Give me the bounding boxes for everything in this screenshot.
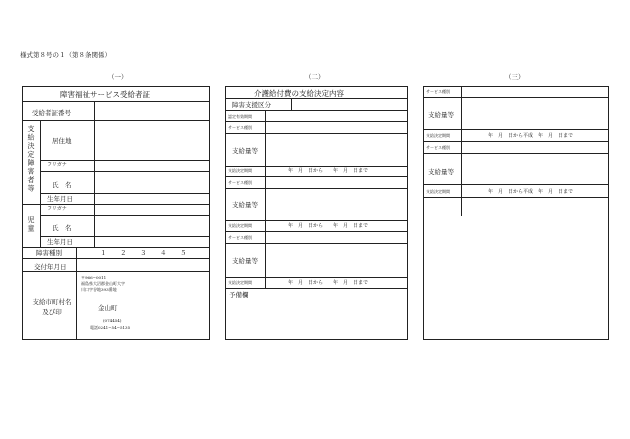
benefit-title: 介護給付費の支給決定内容 bbox=[254, 89, 344, 98]
amount-label-1: 支給量等 bbox=[232, 147, 258, 155]
child-birthdate-label: 生年月日 bbox=[47, 238, 73, 246]
disability-type-2: ２ bbox=[120, 249, 127, 257]
decision-period-label-3: 支給決定期間 bbox=[228, 280, 252, 285]
panel-label-1: （一） bbox=[108, 73, 128, 81]
decision-period-text-3: 年 月 日から 年 月 日まで bbox=[288, 280, 369, 286]
panel-label-2: （二） bbox=[305, 73, 325, 81]
certificate-title: 障害福祉サービス受給者証 bbox=[60, 90, 150, 99]
disability-type-1: １ bbox=[100, 249, 107, 257]
p3-amount-label-1: 支給量等 bbox=[428, 111, 454, 119]
service-type-label-2: サービス種別 bbox=[228, 180, 252, 185]
p3-service-type-label-2: サービス種別 bbox=[426, 145, 450, 150]
municipality-label: 支給市町村名及び印 bbox=[32, 298, 72, 316]
child-furigana-label: フリガナ bbox=[47, 206, 67, 212]
reserve-label: 予備欄 bbox=[229, 291, 249, 299]
address-label: 居住地 bbox=[52, 137, 72, 145]
support-level-label: 障害支援区分 bbox=[232, 101, 271, 109]
issuer-name: 金山町 bbox=[98, 304, 118, 312]
decision-period-text-1: 年 月 日から 年 月 日まで bbox=[288, 168, 369, 174]
disability-type-3: ３ bbox=[140, 249, 147, 257]
service-type-label-3: サービス種別 bbox=[228, 235, 252, 240]
amount-label-2: 支給量等 bbox=[232, 201, 258, 209]
applicant-name-label: 氏 名 bbox=[52, 181, 72, 189]
disability-type-5: ５ bbox=[180, 249, 187, 257]
panel-label-3: （三） bbox=[505, 73, 525, 81]
p3-decision-period-label-1: 支給決定期間 bbox=[426, 133, 450, 138]
service-type-label-1: サービス種別 bbox=[228, 125, 252, 130]
issuer-postal: 〒966−0011 bbox=[81, 275, 107, 280]
decision-period-label-1: 支給決定期間 bbox=[228, 168, 252, 173]
recognition-period-label: 認定有効期間 bbox=[228, 114, 252, 119]
issuer-tel: 電話0241−54−5135 bbox=[90, 325, 131, 330]
p3-amount-label-2: 支給量等 bbox=[428, 168, 454, 176]
applicant-furigana-label: フリガナ bbox=[47, 162, 67, 168]
amount-label-3: 支給量等 bbox=[232, 257, 258, 265]
child-group-label: 児童 bbox=[27, 216, 35, 233]
issuer-address-2: 川口字谷地393番地 bbox=[81, 287, 117, 292]
issuer-code: (074454) bbox=[103, 318, 122, 323]
p3-decision-period-text-1: 年 月 日から平成 年 月 日まで bbox=[488, 133, 574, 139]
applicant-birthdate-label: 生年月日 bbox=[47, 195, 73, 203]
form-title: 様式第８号の１（第８条関係） bbox=[20, 51, 111, 59]
p3-decision-period-label-2: 支給決定期間 bbox=[426, 189, 450, 194]
applicant-group-label: 支給決定障害者等 bbox=[27, 125, 35, 193]
p3-service-type-label-1: サービス種別 bbox=[426, 89, 450, 94]
issuer-address-1: 福島県大沼郡金山町大字 bbox=[81, 281, 125, 286]
issue-date-label: 交付年月日 bbox=[34, 263, 67, 271]
recipient-number-label: 受給者証番号 bbox=[32, 109, 71, 117]
decision-period-label-2: 支給決定期間 bbox=[228, 223, 252, 228]
disability-type-label: 障害種別 bbox=[36, 249, 62, 257]
decision-period-text-2: 年 月 日から 年 月 日まで bbox=[288, 223, 369, 229]
disability-type-4: ４ bbox=[160, 249, 167, 257]
child-name-label: 氏 名 bbox=[52, 224, 72, 232]
p3-decision-period-text-2: 年 月 日から平成 年 月 日まで bbox=[488, 189, 574, 195]
